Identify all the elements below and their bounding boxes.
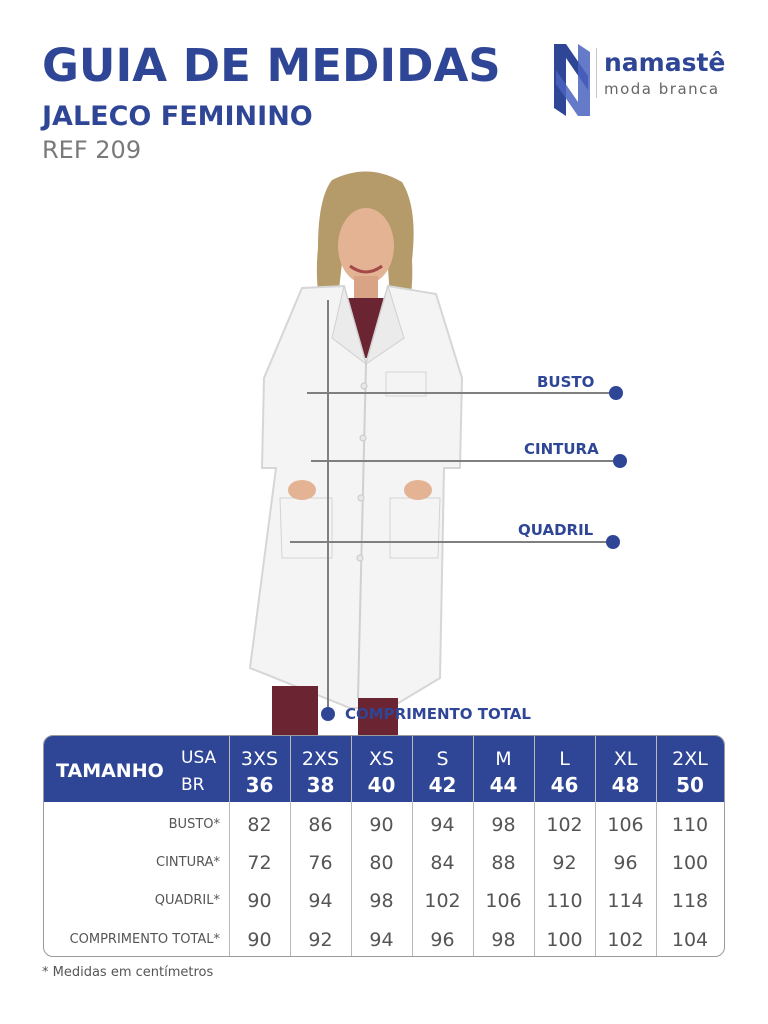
row-label: CINTURA* bbox=[156, 855, 220, 870]
waist-label: CINTURA bbox=[524, 440, 599, 458]
measurement-cell: 98 bbox=[491, 929, 516, 951]
brand-logo-icon bbox=[552, 40, 592, 120]
measurement-cell: 94 bbox=[430, 814, 455, 836]
measurement-cell: 88 bbox=[491, 852, 516, 874]
size-usa: XS bbox=[368, 748, 395, 770]
bust-guide-line bbox=[307, 392, 616, 394]
measurement-cell: 84 bbox=[430, 852, 455, 874]
size-column-header bbox=[290, 736, 351, 802]
length-label: COMPRIMENTO TOTAL bbox=[345, 705, 531, 723]
measurement-cell: 82 bbox=[247, 814, 272, 836]
measurement-cell: 80 bbox=[369, 852, 394, 874]
size-usa: M bbox=[495, 748, 512, 770]
size-column-header bbox=[473, 736, 534, 802]
size-usa: L bbox=[559, 748, 570, 770]
measurement-cell: 106 bbox=[607, 814, 644, 836]
measurement-cell: 106 bbox=[485, 890, 522, 912]
measurement-cell: 94 bbox=[308, 890, 333, 912]
waist-marker-dot bbox=[613, 454, 627, 468]
measurement-cell: 96 bbox=[613, 852, 638, 874]
size-column-header bbox=[595, 736, 656, 802]
measurement-cell: 114 bbox=[607, 890, 644, 912]
size-table-header bbox=[44, 736, 724, 802]
brand-logo bbox=[552, 40, 742, 120]
size-br: 40 bbox=[367, 773, 396, 797]
size-br: 38 bbox=[306, 773, 335, 797]
page-title: GUIA DE MEDIDAS bbox=[42, 39, 501, 92]
usa-system-label: USA bbox=[181, 748, 217, 768]
size-br: 36 bbox=[245, 773, 274, 797]
column-divider bbox=[290, 736, 291, 956]
measurement-cell: 96 bbox=[430, 929, 455, 951]
logo-divider bbox=[596, 48, 597, 98]
size-column-header bbox=[351, 736, 412, 802]
size-usa: XL bbox=[613, 748, 638, 770]
column-divider bbox=[473, 736, 474, 956]
size-usa: 2XS bbox=[301, 748, 340, 770]
measurement-cell: 90 bbox=[247, 929, 272, 951]
product-ref: REF 209 bbox=[42, 136, 142, 164]
model-photo bbox=[240, 168, 480, 736]
size-usa: 2XL bbox=[672, 748, 708, 770]
row-label: BUSTO* bbox=[168, 817, 220, 832]
measurement-cell: 98 bbox=[369, 890, 394, 912]
size-table bbox=[43, 735, 725, 957]
measurement-cell: 92 bbox=[308, 929, 333, 951]
measurement-cell: 90 bbox=[369, 814, 394, 836]
size-br: 46 bbox=[550, 773, 579, 797]
measurement-cell: 100 bbox=[546, 929, 583, 951]
size-usa: S bbox=[436, 748, 449, 770]
size-br: 44 bbox=[489, 773, 518, 797]
measurement-cell: 76 bbox=[308, 852, 333, 874]
waist-guide-line bbox=[311, 460, 620, 462]
size-usa: 3XS bbox=[240, 748, 279, 770]
measurement-cell: 110 bbox=[671, 814, 709, 836]
measurement-cell: 104 bbox=[671, 929, 709, 951]
bust-marker-dot bbox=[609, 386, 623, 400]
brand-name: namastê bbox=[604, 48, 726, 77]
measurement-cell: 98 bbox=[491, 814, 516, 836]
size-column-header bbox=[534, 736, 595, 802]
hip-label: QUADRIL bbox=[518, 521, 594, 539]
row-label: COMPRIMENTO TOTAL* bbox=[69, 932, 220, 947]
size-column-header bbox=[656, 736, 724, 802]
column-divider bbox=[229, 736, 230, 956]
measurement-cell: 94 bbox=[369, 929, 394, 951]
size-column-header bbox=[412, 736, 473, 802]
length-guide-line bbox=[327, 300, 329, 708]
column-divider bbox=[412, 736, 413, 956]
size-br: 50 bbox=[676, 773, 704, 797]
column-divider bbox=[351, 736, 352, 956]
bust-label: BUSTO bbox=[537, 373, 595, 391]
measurement-cell: 118 bbox=[671, 890, 709, 912]
product-subtitle: JALECO FEMININO bbox=[42, 101, 313, 132]
size-br: 48 bbox=[611, 773, 640, 797]
measurement-cell: 110 bbox=[546, 890, 583, 912]
measurement-cell: 102 bbox=[424, 890, 461, 912]
measurement-cell: 90 bbox=[247, 890, 272, 912]
length-marker-dot bbox=[321, 707, 335, 721]
column-divider bbox=[656, 736, 657, 956]
hip-marker-dot bbox=[606, 535, 620, 549]
brand-tagline: moda branca bbox=[604, 80, 720, 98]
size-br: 42 bbox=[428, 773, 457, 797]
size-header-label: TAMANHO bbox=[56, 760, 164, 782]
measurement-cell: 92 bbox=[552, 852, 577, 874]
measurement-footnote: * Medidas em centímetros bbox=[42, 965, 214, 980]
measurement-cell: 100 bbox=[671, 852, 709, 874]
hip-guide-line bbox=[290, 541, 613, 543]
measurement-cell: 102 bbox=[607, 929, 644, 951]
row-label: QUADRIL* bbox=[154, 893, 220, 908]
measurement-cell: 86 bbox=[308, 814, 333, 836]
size-column-header bbox=[229, 736, 290, 802]
column-divider bbox=[534, 736, 535, 956]
measurement-cell: 102 bbox=[546, 814, 583, 836]
br-system-label: BR bbox=[181, 775, 205, 795]
measurement-cell: 72 bbox=[247, 852, 272, 874]
column-divider bbox=[595, 736, 596, 956]
